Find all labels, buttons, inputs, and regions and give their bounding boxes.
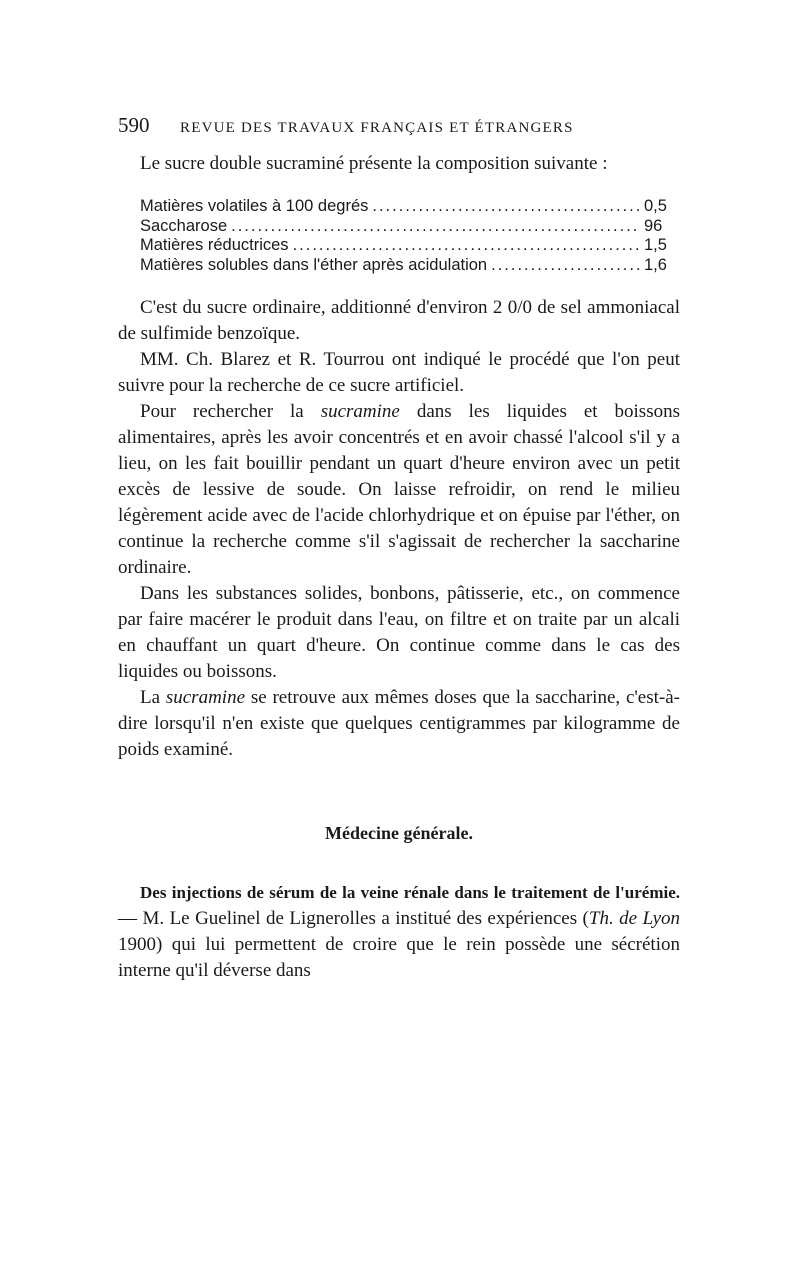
composition-row (140, 236, 680, 256)
composition-label: Matières solubles dans l'éther après acidulation (140, 255, 488, 274)
article-title: Des injections de sérum de la veine rénale dans le traitement de l'urémie. (140, 883, 680, 902)
text-run: 1900) qui lui permettent de croire que le rein possède une sécrétion interne qu'il déverse dans (118, 934, 680, 981)
paragraph-sucre-ordinaire: C'est du sucre ordinaire, additionné d'environ 2 0/0 de sel ammoniacal de sulfimide benzoïque. (118, 297, 680, 344)
leader-dots (231, 217, 640, 237)
composition-value: 1,6 (644, 255, 667, 274)
document-page (118, 112, 680, 984)
composition-row (140, 256, 680, 276)
composition-value: 0,5 (644, 197, 667, 215)
paragraph-substances-solides: Dans les substances solides, bonbons, pâtisserie, etc., on commence par faire macérer le produit dans l'eau, on filtre et on traite par un alcali en chauffant un quart d'heure. On continue comme dans le cas des liquides ou boissons. (118, 583, 680, 682)
composition-label: Matières réductrices (140, 236, 289, 254)
emphasis-sucramine: sucramine (320, 401, 400, 422)
page-number: 590 (118, 113, 150, 137)
citation: Th. de Lyon (588, 908, 680, 929)
paragraph-blarez-tourrou: MM. Ch. Blarez et R. Tourrou ont indiqué le procédé que l'on peut suivre pour la recherche de ce sucre artificiel. (118, 349, 680, 396)
text-run: se retrouve aux mêmes doses que la saccharine, c'est-à-dire lorsqu'il n'en existe que quelques centigrammes par kilogramme de poids examiné. (118, 687, 680, 760)
journal-title: REVUE DES TRAVAUX FRANÇAIS ET ÉTRANGERS (180, 120, 574, 136)
leader-dots (293, 236, 640, 256)
leader-dots (491, 256, 640, 276)
composition-label: Matières volatiles à 100 degrés (140, 197, 369, 215)
leader-dots (372, 197, 640, 217)
composition-row (140, 197, 680, 217)
composition-value: 1,5 (644, 236, 667, 254)
composition-value: 96 (644, 216, 663, 235)
text-run: Pour rechercher la (140, 401, 321, 422)
paragraph-doses (118, 685, 680, 763)
composition-table (140, 197, 680, 275)
text-run: — M. Le Guelinel de Lignerolles a institué des expériences ( (118, 908, 589, 929)
text-run: La (140, 687, 166, 708)
text-run: dans les liquides et boissons alimentaires, après les avoir concentrés et en avoir chassé l'alcool s'il y a lieu, on les fait bouillir pendant un quart d'heure environ avec un petit excès de lessive de soude. On laisse refroidir, on rend le milieu légèrement acide avec de l'acide chlorhydrique et on épuise par l'éther, on continue la recherche comme s'il s'agissait de rechercher la saccharine ordinaire. (118, 401, 680, 578)
article-paragraph (118, 880, 680, 984)
emphasis-sucramine: sucramine (165, 687, 246, 708)
paragraph-recherche-liquides (118, 399, 680, 581)
intro-paragraph: Le sucre double sucraminé présente la composition suivante : (140, 153, 608, 174)
section-heading: Médecine générale. (325, 823, 473, 843)
composition-row (140, 217, 680, 237)
running-head (118, 112, 680, 141)
composition-label: Saccharose (140, 216, 228, 235)
